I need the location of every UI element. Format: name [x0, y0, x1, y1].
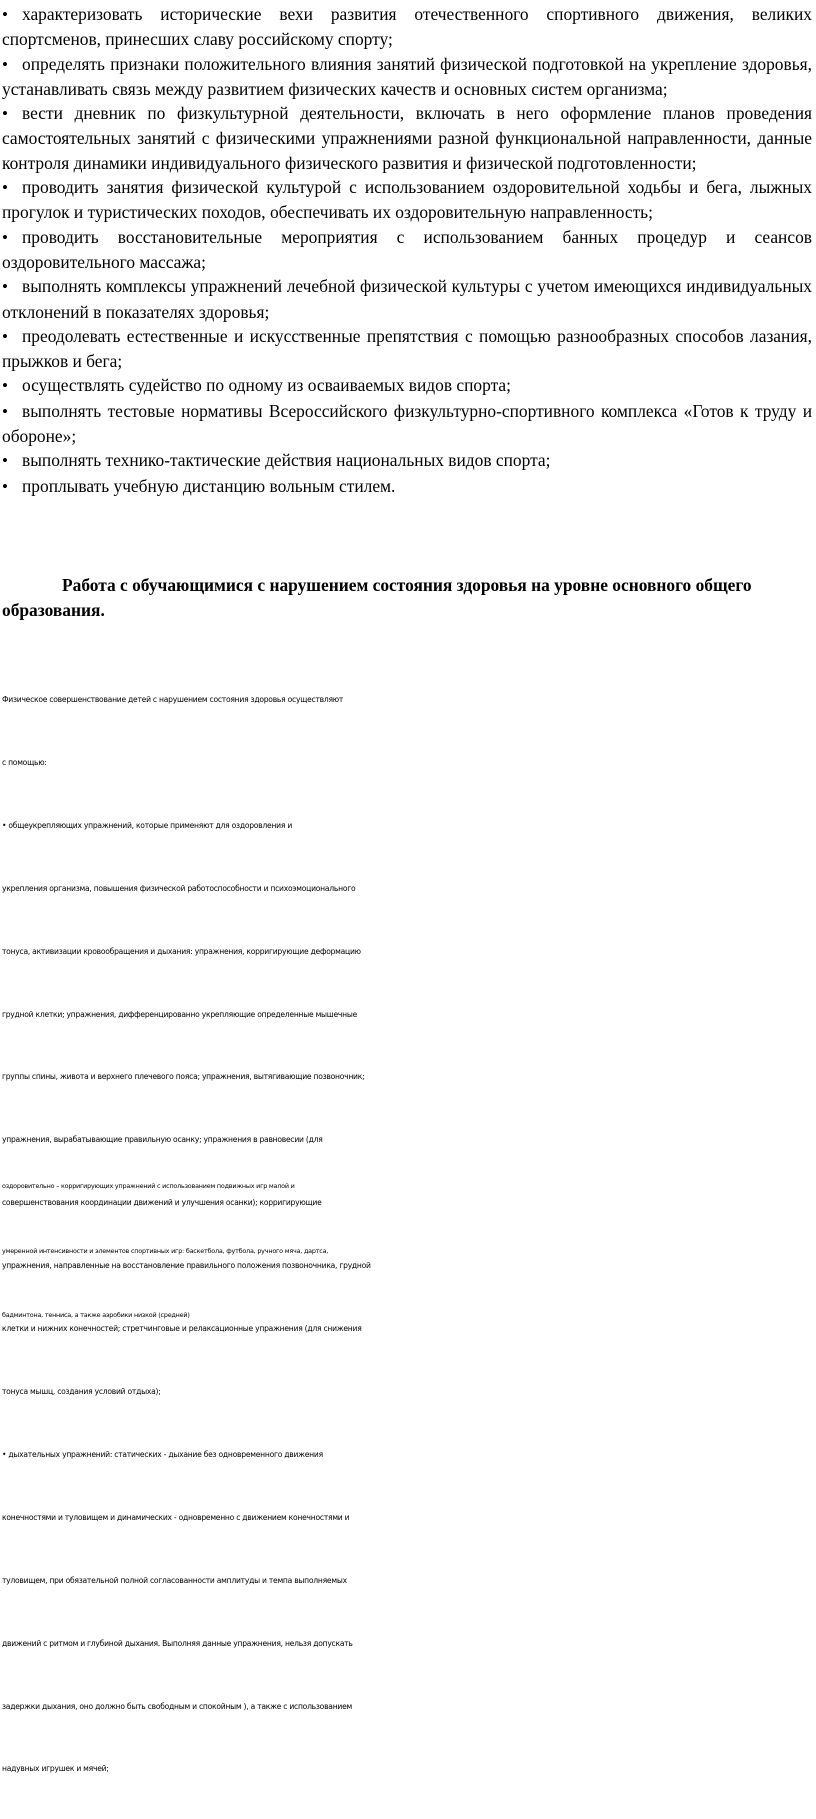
bullet-icon: • [2, 476, 8, 496]
bullet-icon: • [2, 326, 8, 346]
text-line: с помощью: [2, 757, 47, 767]
bullet-icon: • [2, 104, 8, 124]
bullet-icon: • [2, 401, 8, 421]
list-item: • осуществлять судейство по одному из осваиваемых видов спорта; [0, 373, 816, 398]
list-item: • проводить восстановительные мероприятия с использованием банных процедур и сеансов оздоровительного массажа; [2, 226, 812, 272]
text-line: тонуса, активизации кровообращения и дыхания: упражнения, корригирующие деформацию [2, 946, 361, 956]
text-line: группы спины, живота и верхнего плечевого пояса; упражнения, вытягивающие позвоночник; [2, 1072, 365, 1082]
text-line: надувных игрушек и мячей; [2, 1764, 109, 1774]
text-line: Физическое совершенствование детей с нарушением состояния здоровья осуществляют [2, 695, 344, 704]
text-line: умеренной интенсивности и элементов спортивных игр: баскетбола, футбола, ручного мяча, дартса, [2, 1246, 329, 1255]
text-line: бадминтона, тенниса, а также аэробики низкой (средней) [2, 1311, 190, 1319]
list-item: • проводить занятия физической культурой с использованием оздоровительной ходьбы и бега, лыжных прогулок и туристических походов, обеспечивать их оздоровительную направленность; [2, 177, 812, 223]
section-heading: Работа с обучающимися с нарушением состояния здоровья на уровне основного общего образования. [2, 575, 752, 620]
text-line: совершенствования координации движений и улучшения осанки); корригирующие [2, 1198, 322, 1208]
bullet-icon: • [2, 277, 8, 297]
bullet-list [0, 2, 816, 499]
text-line: • общеукрепляющих упражнений, которые применяют для оздоровления и [2, 820, 293, 830]
text-line: упражнения, направленные на восстановление правильного положения позвоночника, грудной [2, 1261, 371, 1271]
text-line: оздоровительно – корригирующих упражнений с использованием подвижных игр малой и [2, 1182, 295, 1190]
list-item: • вести дневник по физкультурной деятельности, включать в него оформление планов проведения самостоятельных занятий с физическими упражнениями разной функциональной направленности, данные контроля динамики индивидуального физического развития и физической подготовленности; [2, 103, 812, 173]
bullet-icon: • [2, 54, 8, 74]
text-line: задержки дыхания, оно должно быть свободным и спокойным ), а также с использованием [2, 1701, 353, 1711]
bullet-icon: • [2, 227, 8, 247]
bullet-icon: • [2, 451, 8, 471]
text-line: туловищем, при обязательной полной согласованности амплитуды и темпа выполняемых [2, 1575, 347, 1585]
text-line: конечностями и туловищем и динамических - одновременно с движением конечностями и [2, 1512, 350, 1522]
list-item: • преодолевать естественные и искусственные препятствия с помощью разнообразных способов лазания, прыжков и бега; [2, 325, 812, 372]
text-line: клетки и нижних конечностей; стретчинговые и релаксационные упражнения (для снижения [2, 1324, 362, 1334]
list-item: • определять признаки положительного влияния занятий физической подготовкой на укрепление здоровья, устанавливать связь между развитием физических качеств и основных систем организма; [2, 53, 812, 99]
list-item: • характеризовать исторические вехи развития отечественного спортивного движения, великих спортсменов, принесших славу российскому спорту; [2, 4, 812, 50]
text-line: • дыхательных упражнений: статических - дыхание без одновременного движения [2, 1449, 323, 1459]
section-footer-text [0, 1136, 816, 1366]
text-line: движений с ритмом и глубиной дыхания. Выполняя данные упражнения, нельзя допускать [2, 1638, 353, 1648]
list-item: • выполнять технико-тактические действия национальных видов спорта; [0, 448, 816, 473]
list-item: • выполнять тестовые нормативы Всероссийского физкультурно-спортивного комплекса «Готов к труду и обороне»; [2, 400, 812, 447]
text-line: упражнения, вырабатывающие правильную осанку; упражнения в равновесии (для [2, 1135, 323, 1145]
text-line: тонуса мышц, создания условий отдыха); [2, 1386, 161, 1396]
text-line: грудной клетки; упражнения, дифференцированно укрепляющие определенные мышечные [2, 1009, 358, 1019]
bullet-icon: • [2, 376, 8, 396]
text-line: укрепления организма, повышения физической работоспособности и психоэмоционального [2, 883, 356, 893]
list-item: • проплывать учебную дистанцию вольным стилем. [0, 474, 816, 499]
bullet-icon: • [2, 178, 8, 198]
list-item: • выполнять комплексы упражнений лечебной физической культуры с учетом имеющихся индивидуальных отклонений в показателях здоровья; [2, 276, 812, 322]
bullet-icon: • [2, 5, 8, 24]
